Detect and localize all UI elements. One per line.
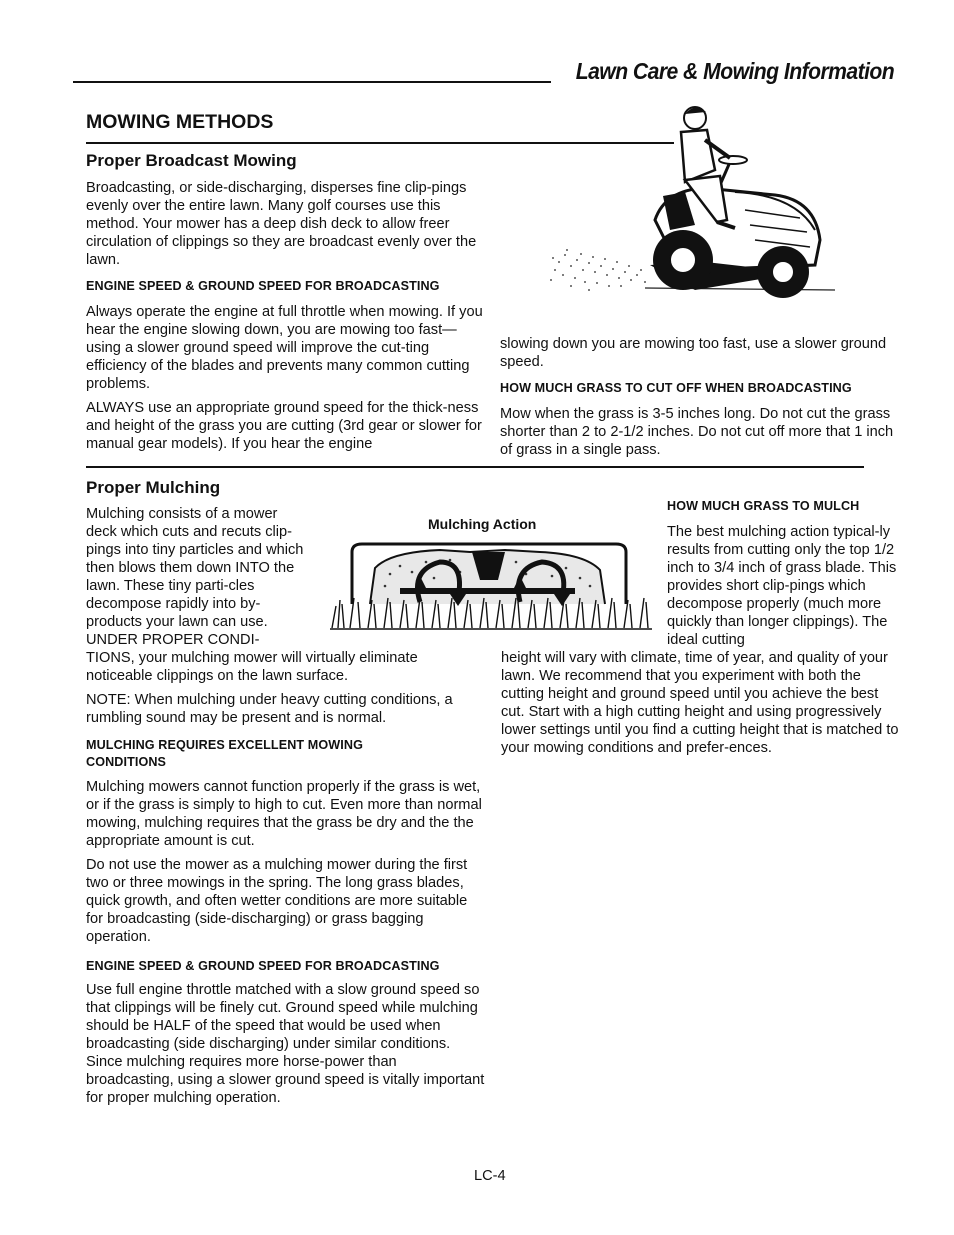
header-rule: [73, 81, 551, 83]
mulching-speed-caption: ENGINE SPEED & GROUND SPEED FOR BROADCASTING: [86, 959, 440, 973]
mulching-deck-diagram: [330, 540, 652, 632]
broadcast-speed-p2: ALWAYS use an appropriate ground speed for the thick-ness and height of the grass you are cutting (3rd gear or slower for manual gear models). If you hear the engine: [86, 400, 482, 452]
mulching-requires-p1: Mulching mowers cannot function properly if the grass is wet, or if the grass is simply to high to cut. Even more than normal mowing, mulching requires that the grass be dry and the the appropriate amount is cut.: [86, 779, 482, 849]
mulch-howmuch-wrap: The best mulching action typical-ly results from cutting only the top 1/2 inch to 3/4 inch of grass blade. This provides short clip-pings which decompose properly (much more quickly than longer clippings). The ideal cutting: [667, 524, 897, 648]
broadcast-speed-p2-cont: slowing down you are mowing too fast, use a slower ground speed.: [500, 336, 887, 370]
broadcast-heading: Proper Broadcast Mowing: [86, 151, 297, 170]
mulching-intro: Mulching consists of a mower deck which cuts and recuts clip-pings into tiny particles and which then blows them down INTO the lawn. These tiny parti-cles decompose rapidly into by-products your lawn can use. UNDER PROPER CONDI-: [86, 506, 304, 648]
broadcast-speed-p1: Always operate the engine at full throttle when mowing. If you hear the engine slowing down, you are mowing too fast—using a slower ground speed will improve the cut-ting efficiency of the blades and prevents many common cutting problems.: [86, 304, 483, 392]
riding-mower-illustration: [545, 100, 845, 305]
mulching-requires-p2: Do not use the mower as a mulching mower during the first two or three mowings in the spring. The long grass blades, quick growth, and often wetter conditions are more suitable for broadcasting (side-discharging) or grass bagging operation.: [86, 857, 468, 945]
mulching-note: NOTE: When mulching under heavy cutting conditions, a rumbling sound may be present and is normal.: [86, 692, 453, 726]
page-number: LC-4: [474, 1168, 506, 1184]
mulching-figure-caption: Mulching Action: [428, 516, 537, 532]
mulching-speed-text: Use full engine throttle matched with a slow ground speed so that clippings will be finely cut. Ground speed while mulching should be HALF of the speed that would be used when broadcasting (side discharging) under similar conditions. Since mulching requires more horse-power than broadcasting, using a slower ground speed is vitally important for proper mulching operation.: [86, 982, 485, 1106]
mulch-howmuch-caption: HOW MUCH GRASS TO MULCH: [667, 499, 860, 513]
mulching-requires-caption: MULCHING REQUIRES EXCELLENT MOWING CONDITIONS: [86, 738, 363, 769]
mulching-heading: Proper Mulching: [86, 478, 221, 497]
broadcast-speed-caption: ENGINE SPEED & GROUND SPEED FOR BROADCASTING: [86, 279, 440, 293]
broadcast-howmuch-text: Mow when the grass is 3-5 inches long. Do not cut the grass shorter than 2 to 2-1/2 inches. Do not cut off more that 1 inch of grass in a single pass.: [500, 406, 894, 458]
mulching-rule: [86, 466, 864, 468]
section-title: MOWING METHODS: [86, 111, 274, 133]
mulching-deck-icon: [330, 540, 652, 632]
mulch-howmuch-cont: height will vary with climate, time of year, and quality of your lawn. We recommend that you experiment with both the cutting height and ground speed until you achieve the best cut. Start with a high cutting height and using progressively lower settings until you find a cutting height that is matched to your mowing conditions and prefer-ences.: [501, 650, 899, 756]
riding-mower-icon: [545, 100, 845, 305]
broadcast-howmuch-caption: HOW MUCH GRASS TO CUT OFF WHEN BROADCASTING: [500, 381, 852, 395]
mulching-intro-cont: TIONS, your mulching mower will virtually eliminate noticeable clippings on the lawn surface.: [86, 650, 418, 684]
header-title: Lawn Care & Mowing Information: [575, 58, 894, 84]
broadcast-intro: Broadcasting, or side-discharging, disperses fine clip-pings evenly over the entire lawn. Many golf courses use this method. Your mower has a deep dish deck to allow freer circulation of clippings so they are broadcast evenly over the lawn.: [86, 180, 477, 268]
